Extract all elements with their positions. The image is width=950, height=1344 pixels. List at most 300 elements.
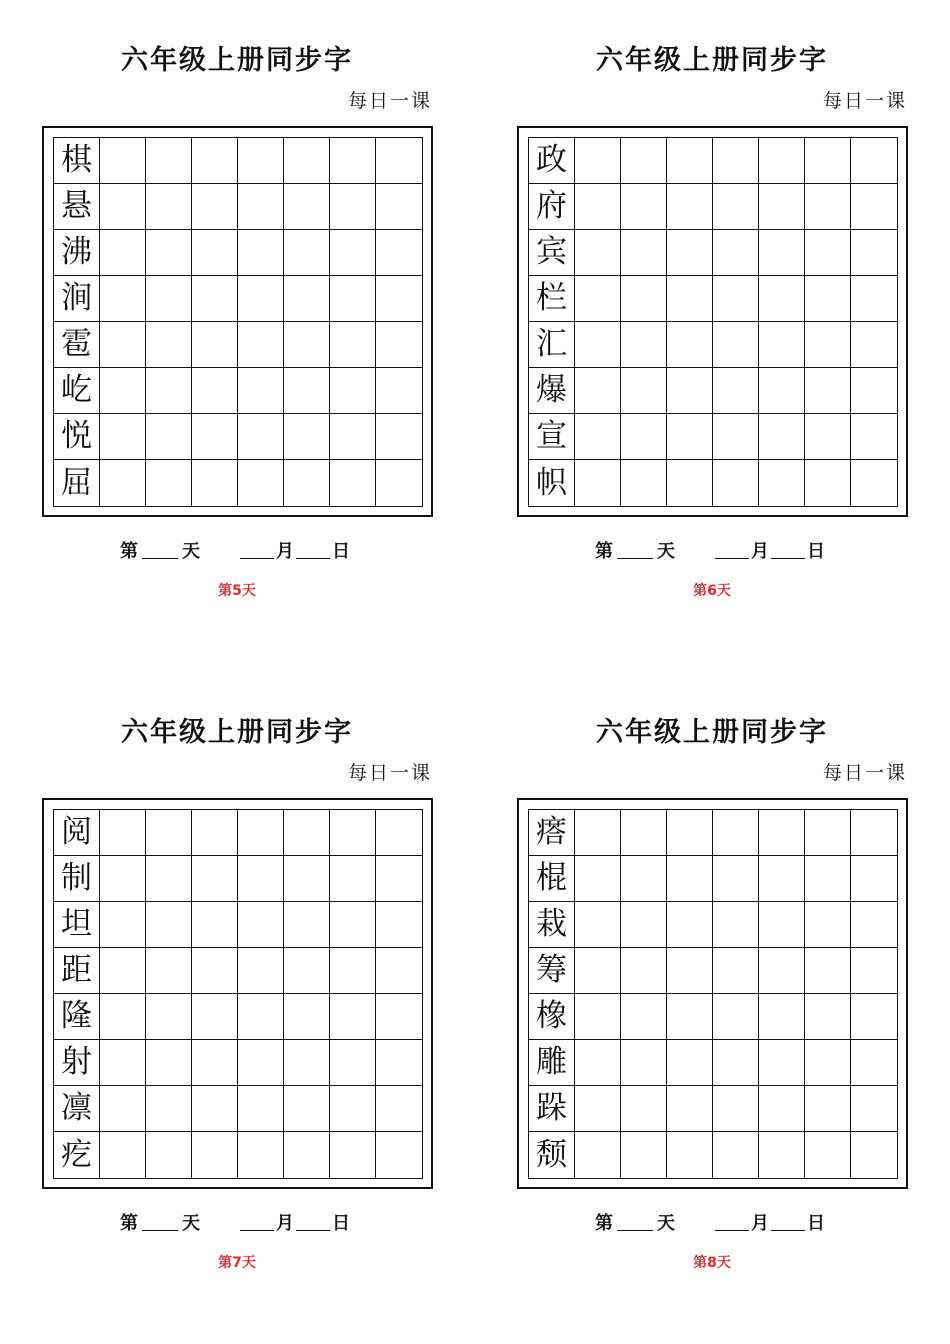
- practice-cell[interactable]: [376, 994, 422, 1040]
- month-label: 月: [751, 1213, 769, 1234]
- practice-cell[interactable]: [851, 1086, 897, 1132]
- practice-cell[interactable]: [621, 856, 667, 902]
- practice-cell[interactable]: [284, 994, 330, 1040]
- model-character: 涧: [61, 280, 92, 316]
- practice-cell[interactable]: [621, 368, 667, 414]
- model-character: 雕: [536, 1044, 567, 1080]
- date-label: 日: [807, 1213, 825, 1234]
- practice-cell[interactable]: [146, 856, 192, 902]
- practice-cell[interactable]: [851, 902, 897, 948]
- practice-cell[interactable]: [805, 994, 851, 1040]
- model-character: 宣: [536, 418, 567, 454]
- practice-cell[interactable]: [146, 138, 192, 184]
- practice-cell[interactable]: [284, 1132, 330, 1178]
- model-character: 屈: [61, 464, 92, 501]
- practice-cell[interactable]: [575, 856, 621, 902]
- practice-cell[interactable]: [192, 902, 238, 948]
- practice-cell[interactable]: [376, 368, 422, 414]
- model-character-cell: [529, 810, 575, 856]
- practice-cell[interactable]: [192, 856, 238, 902]
- practice-cell[interactable]: [100, 994, 146, 1040]
- practice-cell[interactable]: [100, 1132, 146, 1178]
- practice-cell[interactable]: [759, 460, 805, 506]
- practice-cell[interactable]: [330, 322, 376, 368]
- day-prefix: 第: [595, 541, 613, 562]
- practice-cell[interactable]: [284, 230, 330, 276]
- practice-cell[interactable]: [667, 810, 713, 856]
- model-character: 棋: [61, 142, 92, 178]
- practice-grid-frame: [42, 798, 433, 1189]
- practice-cell[interactable]: [575, 1086, 621, 1132]
- practice-cell[interactable]: [621, 138, 667, 184]
- practice-cell[interactable]: [713, 460, 759, 506]
- practice-cell[interactable]: [667, 460, 713, 506]
- practice-cell[interactable]: [100, 1040, 146, 1086]
- month-blank[interactable]: [715, 558, 749, 559]
- practice-cell[interactable]: [575, 460, 621, 506]
- model-character: 政: [536, 142, 567, 178]
- practice-cell[interactable]: [376, 1040, 422, 1086]
- practice-cell[interactable]: [575, 368, 621, 414]
- practice-cell[interactable]: [713, 856, 759, 902]
- practice-cell[interactable]: [575, 230, 621, 276]
- day-number-blank[interactable]: [142, 558, 178, 559]
- month-blank[interactable]: [715, 1230, 749, 1231]
- practice-cell[interactable]: [759, 230, 805, 276]
- practice-cell[interactable]: [146, 1132, 192, 1178]
- practice-cell[interactable]: [376, 460, 422, 506]
- practice-cell[interactable]: [100, 856, 146, 902]
- practice-cell[interactable]: [238, 902, 284, 948]
- model-character-cell: [54, 1040, 100, 1086]
- practice-cell[interactable]: [805, 184, 851, 230]
- practice-cell[interactable]: [621, 276, 667, 322]
- practice-grid: [528, 809, 898, 1179]
- model-character: 隆: [61, 998, 92, 1034]
- date-blank[interactable]: [296, 558, 330, 559]
- practice-cell[interactable]: [146, 948, 192, 994]
- practice-cell[interactable]: [192, 414, 238, 460]
- practice-cell[interactable]: [376, 810, 422, 856]
- practice-cell[interactable]: [330, 276, 376, 322]
- practice-cell[interactable]: [575, 322, 621, 368]
- practice-cell[interactable]: [330, 1132, 376, 1178]
- practice-cell[interactable]: [238, 460, 284, 506]
- model-character: 爆: [536, 372, 567, 408]
- practice-cell[interactable]: [146, 276, 192, 322]
- practice-cell[interactable]: [330, 902, 376, 948]
- practice-cell[interactable]: [238, 856, 284, 902]
- practice-cell[interactable]: [759, 1086, 805, 1132]
- model-character: 汇: [536, 326, 567, 362]
- day-number-blank[interactable]: [617, 1230, 653, 1231]
- model-character-cell: [54, 414, 100, 460]
- practice-cell[interactable]: [575, 994, 621, 1040]
- practice-cell[interactable]: [376, 1086, 422, 1132]
- practice-cell[interactable]: [192, 1132, 238, 1178]
- practice-cell[interactable]: [713, 138, 759, 184]
- practice-cell[interactable]: [667, 414, 713, 460]
- practice-cell[interactable]: [851, 276, 897, 322]
- practice-cell[interactable]: [146, 230, 192, 276]
- practice-cell[interactable]: [851, 414, 897, 460]
- practice-cell[interactable]: [376, 276, 422, 322]
- practice-cell[interactable]: [192, 184, 238, 230]
- practice-cell[interactable]: [146, 414, 192, 460]
- practice-cell[interactable]: [330, 810, 376, 856]
- practice-cell[interactable]: [805, 138, 851, 184]
- practice-cell[interactable]: [330, 460, 376, 506]
- practice-cell[interactable]: [759, 948, 805, 994]
- practice-cell[interactable]: [759, 1040, 805, 1086]
- practice-cell[interactable]: [851, 810, 897, 856]
- month-label: 月: [276, 541, 294, 562]
- practice-cell[interactable]: [284, 810, 330, 856]
- practice-cell[interactable]: [621, 948, 667, 994]
- practice-cell[interactable]: [621, 1040, 667, 1086]
- practice-cell[interactable]: [575, 414, 621, 460]
- practice-cell[interactable]: [330, 856, 376, 902]
- practice-cell[interactable]: [713, 322, 759, 368]
- practice-cell[interactable]: [100, 414, 146, 460]
- practice-cell[interactable]: [146, 1086, 192, 1132]
- practice-cell[interactable]: [667, 994, 713, 1040]
- practice-cell[interactable]: [805, 810, 851, 856]
- practice-cell[interactable]: [667, 1086, 713, 1132]
- model-character-cell: [529, 230, 575, 276]
- practice-cell[interactable]: [284, 1086, 330, 1132]
- date-label: 日: [332, 1213, 350, 1234]
- practice-cell[interactable]: [100, 368, 146, 414]
- practice-cell[interactable]: [759, 1132, 805, 1178]
- practice-cell[interactable]: [192, 460, 238, 506]
- model-character: 距: [61, 952, 92, 988]
- practice-cell[interactable]: [284, 1040, 330, 1086]
- model-character: 栽: [536, 906, 567, 942]
- practice-cell[interactable]: [100, 184, 146, 230]
- practice-cell[interactable]: [238, 1132, 284, 1178]
- practice-cell[interactable]: [192, 230, 238, 276]
- practice-cell[interactable]: [851, 322, 897, 368]
- practice-cell[interactable]: [238, 994, 284, 1040]
- practice-cell[interactable]: [376, 414, 422, 460]
- practice-cell[interactable]: [330, 184, 376, 230]
- practice-cell[interactable]: [667, 138, 713, 184]
- practice-grid: [528, 137, 898, 507]
- practice-cell[interactable]: [192, 368, 238, 414]
- model-character: 瘩: [536, 814, 567, 850]
- practice-cell[interactable]: [621, 460, 667, 506]
- practice-cell[interactable]: [100, 276, 146, 322]
- date-line: [595, 1209, 825, 1235]
- day-label: 第7天: [218, 1255, 256, 1271]
- practice-cell[interactable]: [284, 368, 330, 414]
- practice-cell[interactable]: [146, 460, 192, 506]
- practice-cell[interactable]: [713, 414, 759, 460]
- practice-cell[interactable]: [851, 138, 897, 184]
- practice-cell[interactable]: [621, 322, 667, 368]
- practice-cell[interactable]: [284, 948, 330, 994]
- practice-cell[interactable]: [621, 230, 667, 276]
- practice-cell[interactable]: [805, 902, 851, 948]
- practice-cell[interactable]: [851, 460, 897, 506]
- practice-cell[interactable]: [805, 948, 851, 994]
- day-label: 第6天: [693, 583, 731, 599]
- practice-cell[interactable]: [851, 230, 897, 276]
- practice-cell[interactable]: [713, 810, 759, 856]
- practice-cell[interactable]: [621, 1086, 667, 1132]
- practice-cell[interactable]: [192, 1040, 238, 1086]
- practice-cell[interactable]: [575, 1040, 621, 1086]
- worksheet-title: 六年级上册同步字: [121, 717, 353, 748]
- model-character-cell: [529, 856, 575, 902]
- day-suffix: 天: [182, 541, 200, 562]
- date-blank[interactable]: [771, 1230, 805, 1231]
- practice-cell[interactable]: [759, 322, 805, 368]
- practice-cell[interactable]: [575, 1132, 621, 1178]
- practice-cell[interactable]: [575, 948, 621, 994]
- practice-cell[interactable]: [759, 856, 805, 902]
- worksheet-title: 六年级上册同步字: [596, 45, 828, 76]
- practice-cell[interactable]: [100, 810, 146, 856]
- practice-cell[interactable]: [759, 994, 805, 1040]
- practice-cell[interactable]: [805, 1086, 851, 1132]
- practice-cell[interactable]: [238, 948, 284, 994]
- worksheet-panel: [475, 0, 950, 672]
- worksheet-panel: [0, 672, 475, 1344]
- practice-cell[interactable]: [621, 902, 667, 948]
- day-number-blank[interactable]: [142, 1230, 178, 1231]
- practice-cell[interactable]: [330, 230, 376, 276]
- practice-cell[interactable]: [100, 138, 146, 184]
- practice-cell[interactable]: [851, 1040, 897, 1086]
- practice-cell[interactable]: [759, 810, 805, 856]
- practice-cell[interactable]: [805, 276, 851, 322]
- month-blank[interactable]: [240, 1230, 274, 1231]
- practice-cell[interactable]: [330, 994, 376, 1040]
- practice-cell[interactable]: [851, 856, 897, 902]
- practice-cell[interactable]: [805, 460, 851, 506]
- model-character-cell: [54, 368, 100, 414]
- model-character-cell: [529, 1132, 575, 1178]
- model-character: 雹: [61, 326, 92, 362]
- model-character: 帜: [536, 464, 567, 501]
- model-character-cell: [529, 948, 575, 994]
- model-character-cell: [529, 184, 575, 230]
- practice-cell[interactable]: [284, 322, 330, 368]
- practice-cell[interactable]: [667, 276, 713, 322]
- worksheet-title: 六年级上册同步字: [121, 45, 353, 76]
- practice-cell[interactable]: [376, 856, 422, 902]
- practice-cell[interactable]: [759, 414, 805, 460]
- date-line: [120, 537, 350, 563]
- model-character-cell: [54, 810, 100, 856]
- month-blank[interactable]: [240, 558, 274, 559]
- practice-cell[interactable]: [284, 276, 330, 322]
- practice-cell[interactable]: [376, 948, 422, 994]
- practice-cell[interactable]: [805, 1132, 851, 1178]
- practice-cell[interactable]: [851, 994, 897, 1040]
- practice-cell[interactable]: [851, 948, 897, 994]
- practice-cell[interactable]: [851, 184, 897, 230]
- practice-cell[interactable]: [759, 368, 805, 414]
- practice-cell[interactable]: [376, 1132, 422, 1178]
- practice-cell[interactable]: [805, 322, 851, 368]
- practice-cell[interactable]: [330, 368, 376, 414]
- practice-cell[interactable]: [238, 184, 284, 230]
- practice-cell[interactable]: [713, 230, 759, 276]
- practice-cell[interactable]: [667, 856, 713, 902]
- practice-cell[interactable]: [284, 460, 330, 506]
- practice-cell[interactable]: [621, 414, 667, 460]
- practice-cell[interactable]: [146, 368, 192, 414]
- practice-cell[interactable]: [575, 184, 621, 230]
- practice-cell[interactable]: [667, 948, 713, 994]
- practice-cell[interactable]: [713, 994, 759, 1040]
- day-suffix: 天: [182, 1213, 200, 1234]
- practice-cell[interactable]: [713, 948, 759, 994]
- practice-cell[interactable]: [192, 948, 238, 994]
- practice-cell[interactable]: [238, 230, 284, 276]
- practice-cell[interactable]: [192, 276, 238, 322]
- practice-cell[interactable]: [575, 138, 621, 184]
- practice-cell[interactable]: [621, 184, 667, 230]
- practice-cell[interactable]: [667, 368, 713, 414]
- model-character: 屹: [61, 372, 92, 408]
- practice-cell[interactable]: [192, 322, 238, 368]
- practice-cell[interactable]: [330, 948, 376, 994]
- practice-cell[interactable]: [330, 1086, 376, 1132]
- practice-cell[interactable]: [805, 1040, 851, 1086]
- practice-cell[interactable]: [713, 1132, 759, 1178]
- practice-cell[interactable]: [376, 184, 422, 230]
- practice-cell[interactable]: [805, 856, 851, 902]
- worksheet-subtitle: 每日一课: [822, 90, 907, 112]
- practice-cell[interactable]: [667, 322, 713, 368]
- practice-cell[interactable]: [146, 810, 192, 856]
- practice-cell[interactable]: [667, 1040, 713, 1086]
- practice-cell[interactable]: [284, 138, 330, 184]
- practice-cell[interactable]: [238, 368, 284, 414]
- practice-cell[interactable]: [192, 810, 238, 856]
- day-suffix: 天: [657, 541, 675, 562]
- practice-cell[interactable]: [238, 810, 284, 856]
- date-line: [120, 1209, 350, 1235]
- month-label: 月: [751, 541, 769, 562]
- date-line: [595, 537, 825, 563]
- practice-cell[interactable]: [238, 1040, 284, 1086]
- practice-cell[interactable]: [713, 368, 759, 414]
- practice-cell[interactable]: [238, 414, 284, 460]
- practice-cell[interactable]: [759, 138, 805, 184]
- practice-cell[interactable]: [575, 276, 621, 322]
- model-character-cell: [529, 322, 575, 368]
- practice-cell[interactable]: [805, 368, 851, 414]
- practice-cell[interactable]: [759, 276, 805, 322]
- practice-cell[interactable]: [330, 1040, 376, 1086]
- practice-cell[interactable]: [284, 414, 330, 460]
- day-number-blank[interactable]: [617, 558, 653, 559]
- practice-cell[interactable]: [575, 902, 621, 948]
- practice-cell[interactable]: [575, 810, 621, 856]
- practice-cell[interactable]: [238, 1086, 284, 1132]
- practice-cell[interactable]: [330, 138, 376, 184]
- practice-cell[interactable]: [100, 1086, 146, 1132]
- practice-cell[interactable]: [238, 322, 284, 368]
- practice-cell[interactable]: [284, 184, 330, 230]
- practice-cell[interactable]: [376, 902, 422, 948]
- model-character: 沸: [61, 234, 92, 270]
- practice-cell[interactable]: [100, 230, 146, 276]
- practice-cell[interactable]: [621, 810, 667, 856]
- practice-cell[interactable]: [100, 902, 146, 948]
- practice-cell[interactable]: [146, 902, 192, 948]
- practice-cell[interactable]: [100, 322, 146, 368]
- practice-cell[interactable]: [376, 138, 422, 184]
- practice-cell[interactable]: [284, 856, 330, 902]
- practice-grid-frame: [517, 798, 908, 1189]
- date-blank[interactable]: [771, 558, 805, 559]
- practice-cell[interactable]: [146, 322, 192, 368]
- practice-cell[interactable]: [330, 414, 376, 460]
- practice-cell[interactable]: [759, 902, 805, 948]
- practice-cell[interactable]: [146, 1040, 192, 1086]
- practice-cell[interactable]: [851, 368, 897, 414]
- practice-cell[interactable]: [284, 902, 330, 948]
- model-character-cell: [529, 460, 575, 506]
- model-character: 宾: [536, 234, 567, 270]
- date-blank[interactable]: [296, 1230, 330, 1231]
- practice-cell[interactable]: [192, 1086, 238, 1132]
- model-character: 颓: [536, 1136, 567, 1173]
- practice-cell[interactable]: [146, 994, 192, 1040]
- practice-cell[interactable]: [667, 1132, 713, 1178]
- practice-cell[interactable]: [851, 1132, 897, 1178]
- practice-cell[interactable]: [192, 994, 238, 1040]
- practice-cell[interactable]: [713, 1040, 759, 1086]
- model-character: 筹: [536, 952, 567, 988]
- model-character-cell: [54, 230, 100, 276]
- model-character: 棍: [536, 860, 567, 896]
- practice-cell[interactable]: [238, 138, 284, 184]
- practice-cell[interactable]: [805, 230, 851, 276]
- day-prefix: 第: [120, 1213, 138, 1234]
- model-character-cell: [54, 948, 100, 994]
- model-character: 跺: [536, 1090, 567, 1126]
- practice-cell[interactable]: [805, 414, 851, 460]
- practice-cell[interactable]: [713, 276, 759, 322]
- practice-cell[interactable]: [713, 1086, 759, 1132]
- practice-cell[interactable]: [146, 184, 192, 230]
- practice-cell[interactable]: [713, 184, 759, 230]
- practice-cell[interactable]: [192, 138, 238, 184]
- practice-cell[interactable]: [621, 994, 667, 1040]
- practice-cell[interactable]: [667, 902, 713, 948]
- day-prefix: 第: [595, 1213, 613, 1234]
- practice-cell[interactable]: [713, 902, 759, 948]
- practice-cell[interactable]: [759, 184, 805, 230]
- practice-cell[interactable]: [667, 184, 713, 230]
- practice-cell[interactable]: [621, 1132, 667, 1178]
- model-character: 制: [61, 860, 92, 896]
- practice-cell[interactable]: [238, 276, 284, 322]
- practice-cell[interactable]: [376, 322, 422, 368]
- model-character-cell: [529, 138, 575, 184]
- practice-cell[interactable]: [376, 230, 422, 276]
- practice-cell[interactable]: [667, 230, 713, 276]
- practice-cell[interactable]: [100, 460, 146, 506]
- practice-cell[interactable]: [100, 948, 146, 994]
